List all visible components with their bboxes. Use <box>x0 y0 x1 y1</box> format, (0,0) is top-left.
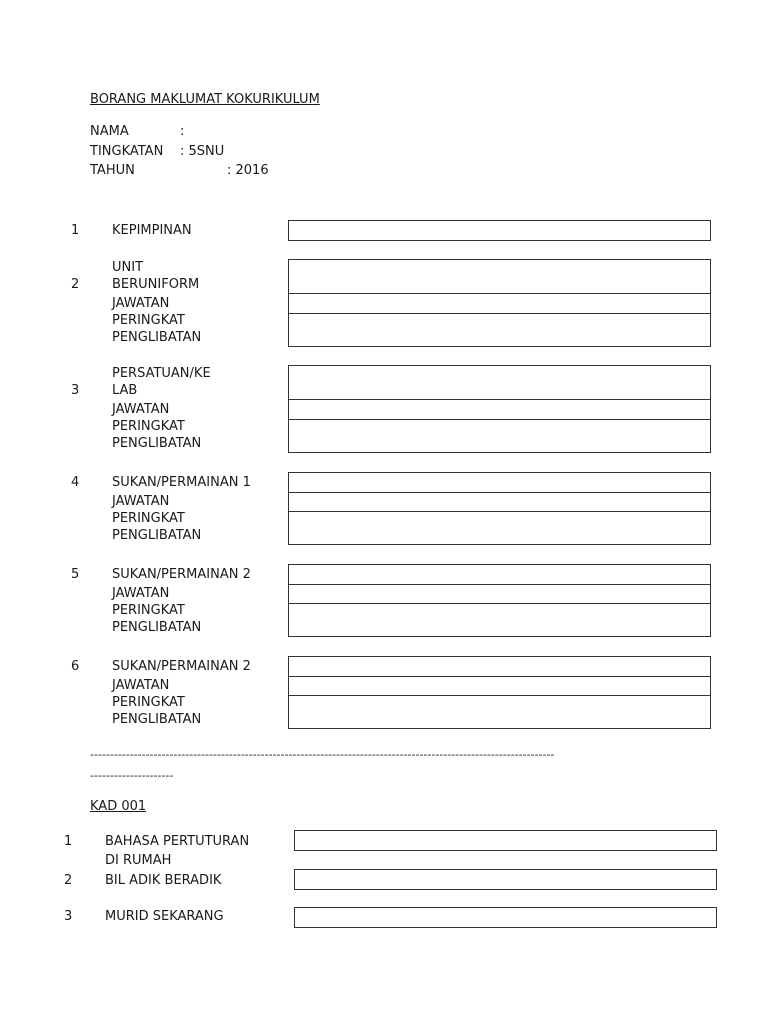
peringkat-label: PERINGKAT <box>112 419 185 434</box>
penglibatan-label: PENGLIBATAN <box>112 712 202 727</box>
form-title: BORANG MAKLUMAT KOKURIKULUM <box>90 92 320 107</box>
peringkat-penglibatan-field[interactable] <box>288 313 711 347</box>
jawatan-label: JAWATAN <box>112 402 170 417</box>
section-number: 3 <box>64 909 73 924</box>
kepimpinan-field[interactable] <box>288 220 711 241</box>
persatuan-label-line1: PERSATUAN/KE <box>112 366 211 381</box>
penglibatan-label: PENGLIBATAN <box>112 528 202 543</box>
murid-sekarang-field[interactable] <box>294 907 717 928</box>
sukan-permainan-field[interactable] <box>288 564 711 585</box>
jawatan-label: JAWATAN <box>112 494 170 509</box>
penglibatan-label: PENGLIBATAN <box>112 436 202 451</box>
persatuan-field[interactable] <box>288 365 711 400</box>
persatuan-label-line2: LAB <box>112 383 138 398</box>
peringkat-label: PERINGKAT <box>112 603 185 618</box>
penglibatan-label: PENGLIBATAN <box>112 330 202 345</box>
section-number: 3 <box>71 383 80 398</box>
section-number: 2 <box>64 873 73 888</box>
nama-label: NAMA <box>90 124 129 139</box>
jawatan-field[interactable] <box>288 293 711 314</box>
unit-beruniform-label-line2: BERUNIFORM <box>112 277 200 292</box>
peringkat-penglibatan-field[interactable] <box>288 603 711 637</box>
kepimpinan-label: KEPIMPINAN <box>112 223 192 238</box>
jawatan-label: JAWATAN <box>112 586 170 601</box>
bil-adik-beradik-label: BIL ADIK BERADIK <box>105 873 222 888</box>
peringkat-penglibatan-field[interactable] <box>288 695 711 729</box>
sukan-permainan-field[interactable] <box>288 472 711 493</box>
section-number: 4 <box>71 475 80 490</box>
divider-line: --------------------------------------------------------------------------------------------------------------------- <box>90 748 555 761</box>
divider-line: --------------------- <box>90 769 174 782</box>
peringkat-label: PERINGKAT <box>112 511 185 526</box>
sukan-permainan-label: SUKAN/PERMAINAN 2 <box>112 659 251 674</box>
jawatan-field[interactable] <box>288 584 711 604</box>
peringkat-penglibatan-field[interactable] <box>288 511 711 545</box>
tahun-label: TAHUN <box>90 163 135 178</box>
tingkatan-value: : 5SNU <box>180 144 225 159</box>
jawatan-label: JAWATAN <box>112 296 170 311</box>
jawatan-field[interactable] <box>288 492 711 512</box>
unit-beruniform-label-line1: UNIT <box>112 260 144 275</box>
nama-separator: : <box>180 124 185 139</box>
bahasa-pertuturan-label-line1: BAHASA PERTUTURAN <box>105 834 250 849</box>
section-number: 5 <box>71 567 80 582</box>
bahasa-pertuturan-label-line2: DI RUMAH <box>105 853 172 868</box>
jawatan-field[interactable] <box>288 676 711 696</box>
jawatan-label: JAWATAN <box>112 678 170 693</box>
tingkatan-label: TINGKATAN <box>90 144 164 159</box>
jawatan-field[interactable] <box>288 399 711 420</box>
section-number: 6 <box>71 659 80 674</box>
peringkat-penglibatan-field[interactable] <box>288 419 711 453</box>
penglibatan-label: PENGLIBATAN <box>112 620 202 635</box>
section-number: 1 <box>64 834 73 849</box>
tahun-value: : 2016 <box>227 163 269 178</box>
section-number: 1 <box>71 223 80 238</box>
sukan-permainan-label: SUKAN/PERMAINAN 2 <box>112 567 251 582</box>
section-number: 2 <box>71 277 80 292</box>
bahasa-pertuturan-field[interactable] <box>294 830 717 851</box>
peringkat-label: PERINGKAT <box>112 313 185 328</box>
unit-beruniform-field[interactable] <box>288 259 711 294</box>
sukan-permainan-label: SUKAN/PERMAINAN 1 <box>112 475 251 490</box>
kad-title: KAD 001 <box>90 799 147 814</box>
murid-sekarang-label: MURID SEKARANG <box>105 909 224 924</box>
bil-adik-beradik-field[interactable] <box>294 869 717 890</box>
sukan-permainan-field[interactable] <box>288 656 711 677</box>
peringkat-label: PERINGKAT <box>112 695 185 710</box>
